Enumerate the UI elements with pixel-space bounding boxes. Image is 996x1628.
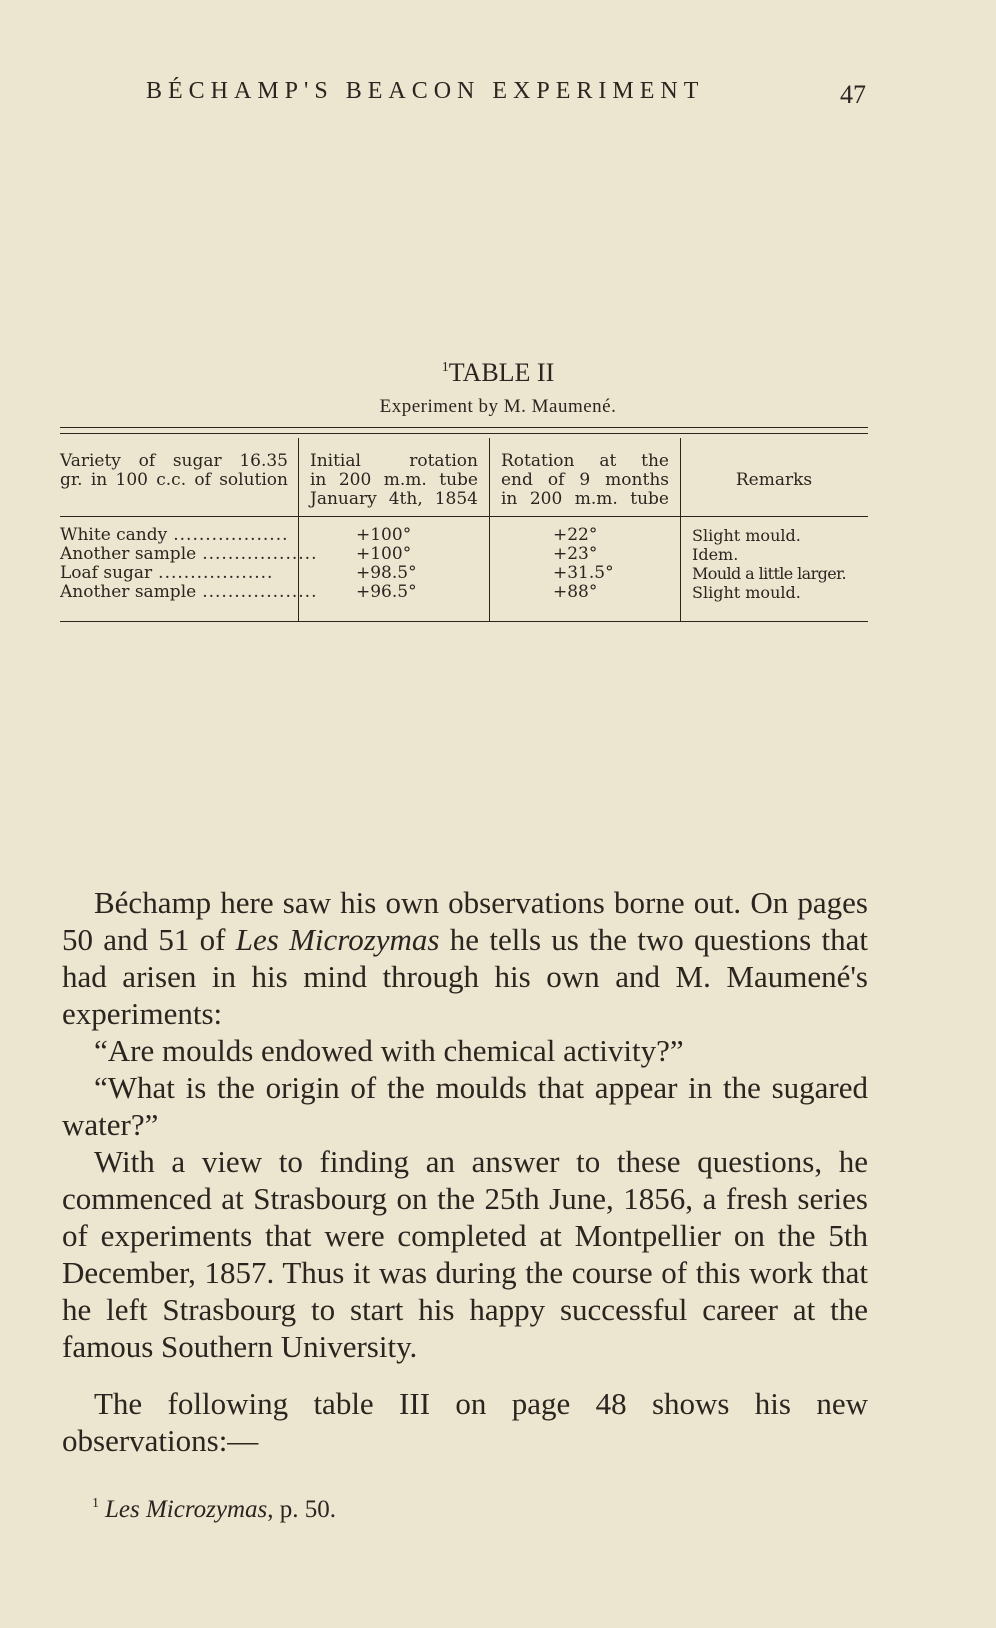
table-subtitle: Experiment by M. Maumené. xyxy=(379,396,617,417)
table-bottom-rule xyxy=(60,621,868,622)
header-rotation xyxy=(501,452,669,509)
table-top-rule-inner xyxy=(60,433,868,434)
header-line: gr. in 100 c.c. of solution xyxy=(60,470,288,490)
header-line: Rotation at the xyxy=(501,451,669,471)
cell-final: +31.5° xyxy=(553,563,614,583)
cell-initial: +100° xyxy=(356,525,412,545)
cell-final: +88° xyxy=(553,582,598,602)
header-rule xyxy=(298,516,489,517)
paragraph-gap xyxy=(62,1365,868,1385)
footnote-text: , p. 50. xyxy=(267,1496,337,1523)
cell-variety: Another sample xyxy=(60,544,197,564)
cell-final: +22° xyxy=(553,525,598,545)
paragraph-text: he tells us the two questions that had arisen in his mind through his own and M. Maumené's experiments: xyxy=(62,922,868,1031)
cell-remarks: Mould a little larger. xyxy=(692,564,846,583)
cell-initial: +96.5° xyxy=(356,582,417,602)
paragraph: With a view to finding an answer to these questions, he commenced at Strasbourg on the 25th June, 1856, a fresh series of experiments that were completed at Montpellier on the 5th December, 1857. Thus it was during the course of this work that he left Strasbourg to start his happy successful career at the famous Southern University. xyxy=(62,1144,868,1364)
footnote-marker: 1 xyxy=(441,360,449,375)
footnote-title: Les Microzymas xyxy=(105,1496,268,1523)
cell-initial: +100° xyxy=(356,544,412,564)
header-rule xyxy=(489,516,680,517)
header-line: in 200 m.m. tube xyxy=(310,470,478,490)
footnote xyxy=(92,1496,336,1524)
cell-remarks: Slight mould. xyxy=(692,526,801,545)
paragraph: “What is the origin of the moulds that appear in the sugared water?” xyxy=(62,1070,868,1142)
leader-dots: .................. xyxy=(158,563,274,583)
paragraph xyxy=(62,884,868,1032)
column-variety xyxy=(60,525,318,602)
header-remarks xyxy=(680,471,868,490)
leader-dots: .................. xyxy=(173,525,289,545)
cell-variety: Another sample xyxy=(60,582,197,602)
page-number: 47 xyxy=(840,80,866,109)
column-divider xyxy=(680,438,681,621)
footnote-marker: 1 xyxy=(92,1496,99,1511)
leader-dots: .................. xyxy=(202,544,318,564)
running-head: BÉCHAMP'S BEACON EXPERIMENT xyxy=(146,78,705,104)
cell-variety: White candy xyxy=(60,525,168,545)
column-initial xyxy=(356,526,476,602)
body-text xyxy=(62,884,868,1459)
column-remarks xyxy=(692,526,868,602)
book-title: Les Microzymas xyxy=(235,922,440,957)
cell-initial: +98.5° xyxy=(356,563,417,583)
table-title xyxy=(0,358,996,388)
header-line: Variety of sugar 16.35 xyxy=(60,451,288,471)
header-line: Remarks xyxy=(735,470,813,490)
column-divider xyxy=(489,438,490,621)
table-row xyxy=(60,564,292,583)
cell-variety: Loaf sugar xyxy=(60,563,153,583)
cell-final: +23° xyxy=(553,544,598,564)
cell-remarks: Slight mould. xyxy=(692,583,801,602)
header-line: end of 9 months xyxy=(501,470,669,490)
header-variety xyxy=(60,452,288,490)
header-line: Initial rotation xyxy=(310,451,478,471)
table-top-rule xyxy=(60,427,868,428)
paragraph: The following table III on page 48 shows his new observations:— xyxy=(62,1386,868,1458)
table-row xyxy=(60,582,318,602)
header-line: in 200 m.m. tube xyxy=(501,489,669,509)
table-row xyxy=(60,526,292,545)
table-row xyxy=(60,544,318,564)
column-final xyxy=(553,526,673,602)
header-rule xyxy=(60,516,298,517)
paragraph: “Are moulds endowed with chemical activity?” xyxy=(94,1033,684,1068)
paragraph-text: Béchamp here saw his own observations borne out. On pages 50 and 51 of xyxy=(62,885,868,957)
table-title-text: TABLE II xyxy=(448,358,555,387)
header-line: January 4th, 1854 xyxy=(310,489,478,509)
header-initial xyxy=(310,452,478,509)
leader-dots: .................. xyxy=(202,582,318,602)
header-rule xyxy=(680,516,868,517)
cell-remarks: Idem. xyxy=(692,545,739,564)
